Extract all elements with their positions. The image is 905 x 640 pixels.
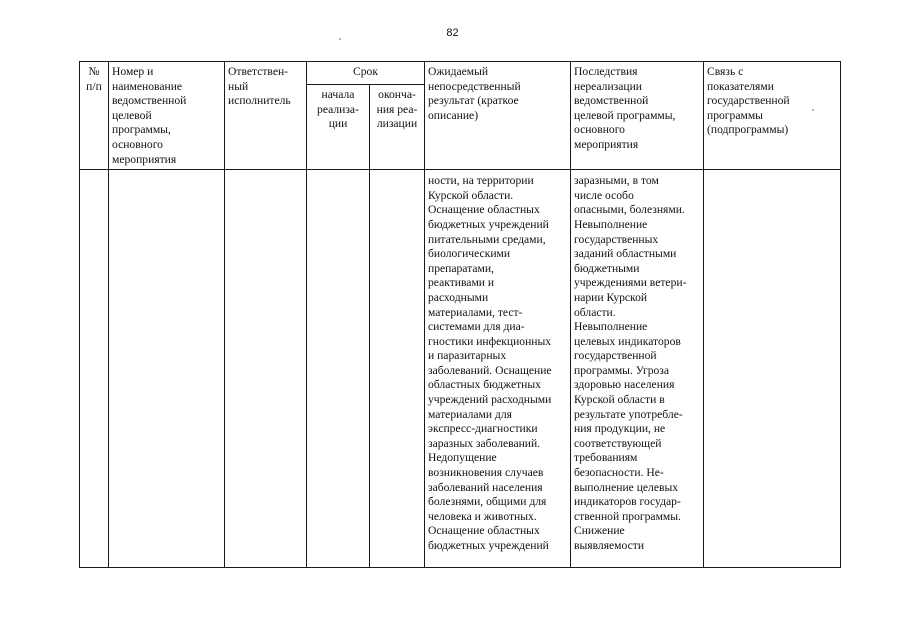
header-link: [704, 62, 841, 170]
cell-result-text: ности, на территории Курской области. Оснащение областных бюджетных учреждений питательными средами, биологическими препаратами, реактивами и расходными материалами, тест- системами для диа- гностики инфекционных и паразитарных заболеваний. Оснащение областных бюджетных учреждений расходными материалами для экспресс-диагностики заразных заболеваний. Недопущение возникновения случаев заболеваний населения болезнями, общими для человека и животных. Оснащение областных бюджетных учреждений: [428, 174, 552, 552]
header-period-end-label: оконча- ния реа- лизации: [376, 88, 418, 131]
header-num: [80, 62, 109, 170]
header-consequences: [571, 62, 704, 170]
scan-speck: [812, 109, 814, 111]
cell-name: [109, 170, 225, 568]
header-responsible-label: Ответствен- ный исполнитель: [228, 65, 291, 108]
cell-responsible: [225, 170, 307, 568]
header-result-label: Ожидаемый непосредственный результат (краткое описание): [428, 65, 521, 122]
header-num-label: № п/п: [86, 65, 102, 93]
program-table: [79, 61, 841, 568]
cell-consequences: [571, 170, 704, 568]
header-consequences-label: Последствия нереализации ведомственной целевой программы, основного мероприятия: [574, 65, 676, 151]
header-period-start: [307, 85, 370, 170]
header-period-end: [370, 85, 425, 170]
header-name: [109, 62, 225, 170]
header-responsible: [225, 62, 307, 170]
cell-link: [704, 170, 841, 568]
header-name-label: Номер и наименование ведомственной целевой программы, основного мероприятия: [112, 65, 187, 166]
cell-result: [425, 170, 571, 568]
cell-num: [80, 170, 109, 568]
cell-period-start: [307, 170, 370, 568]
cell-consequences-text: заразными, в том числе особо опасными, болезнями. Невыполнение государственных заданий областными бюджетными учреждениями ветери- нарии Курской области. Невыполнение целевых индикаторов государственной программы. Угроза здоровью населения Курской области в результате употребле- ния продукции, не соответствующей требованиям безопасности. Не- выполнение целевых индикаторов государ- ственной программы. Снижение выявляемости: [574, 174, 687, 552]
table-row: [80, 170, 841, 568]
scan-speck: [339, 38, 341, 40]
header-link-label: Связь с показателями государственной программы (подпрограммы): [707, 65, 790, 137]
header-result: [425, 62, 571, 170]
header-period: [307, 62, 425, 85]
header-period-label: Срок: [353, 65, 378, 78]
header-period-start-label: начала реализа- ции: [317, 88, 359, 131]
page-number: 82: [446, 27, 459, 39]
table-header-row: [80, 62, 841, 85]
cell-period-end: [370, 170, 425, 568]
